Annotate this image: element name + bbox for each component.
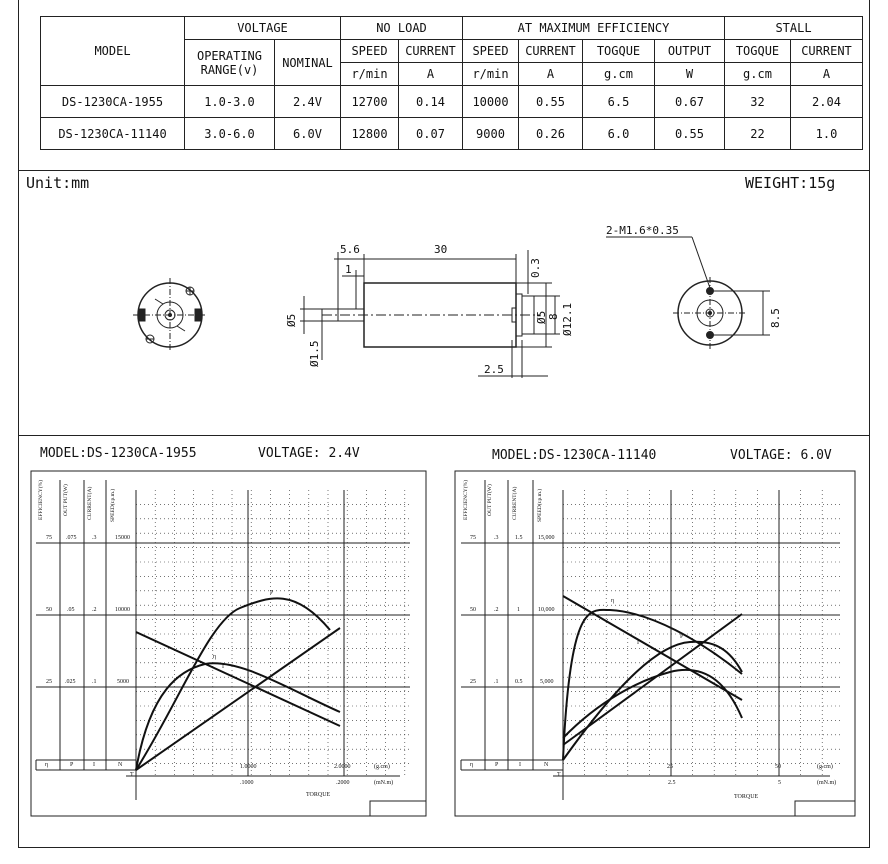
unit-gcm: g.cm [725,63,791,86]
table-cell: 0.67 [655,86,725,118]
axis-head: CURRENT(A) [512,486,518,520]
table-cell: 0.55 [655,118,725,150]
chart1-frame [31,471,426,816]
unit-a: A [791,63,863,86]
axis-head: CURRENT(A) [87,486,93,520]
x-axis-label: TORQUE [306,792,331,798]
tick-label: 75 [470,535,476,541]
axis-symbol: P [495,762,499,768]
unit-rpm: r/min [463,63,519,86]
dim-label: 8 [547,313,560,320]
tick-label: .075 [66,535,77,541]
tick-label: 10000 [115,607,130,613]
curve-label: I [637,640,639,646]
table-cell: 12700 [341,86,399,118]
noload-header: NO LOAD [341,17,463,40]
table-cell: 0.26 [519,118,583,150]
chart1-output-curve [136,598,330,770]
chart2-model: MODEL:DS-1230CA-11140 [492,448,657,463]
table-cell: DS-1230CA-11140 [41,118,185,150]
table-cell: 1.0 [791,118,863,150]
dim-label: 2.5 [484,363,504,376]
tick-label: .3 [494,535,499,541]
chart1-curves [136,598,340,770]
dim-label: 30 [434,243,448,256]
tick-label: 25 [667,764,673,770]
tick-label: .3 [92,535,97,541]
axis-head: SPEED(r.p.m.) [110,488,116,522]
axis-head: OUT PUT(W) [487,484,493,516]
table-cell: 0.55 [519,86,583,118]
table-cell: 22 [725,118,791,150]
tick-label: 2.5 [668,780,676,786]
curve-label: η [213,654,217,660]
nl-current-header: CURRENT [399,40,463,63]
weight-label: WEIGHT:15g [745,174,836,192]
chart1-speed-line [136,632,340,726]
table-cell: 0.14 [399,86,463,118]
axis-head: OUT PUT(W) [63,484,69,516]
tick-label: .1 [494,679,499,685]
tick-label: 25 [470,679,476,685]
axis-symbol: P [70,762,74,768]
chart1-current-line [136,628,340,770]
chart1-voltage: VOLTAGE: 2.4V [258,446,360,461]
nl-speed-header: SPEED [341,40,399,63]
model-header: MODEL [41,17,185,86]
tick-label: 75 [46,535,52,541]
chart2-frame [455,471,855,816]
dim-label: Ø5 [285,313,298,327]
unit-rpm: r/min [341,63,399,86]
dim-label: 8.5 [769,308,782,328]
tick-label: 5,000 [540,679,554,685]
axis-symbol: N [544,762,549,768]
table-cell: 32 [725,86,791,118]
unit-a: A [519,63,583,86]
table-cell: 2.04 [791,86,863,118]
dim-label: 5.6 [340,243,360,256]
tick-label: 1.0000 [240,764,257,770]
axis-head: EFFICIENCY(%) [38,479,44,520]
tick-label: 5 [778,780,781,786]
tick-label: .2 [92,607,97,613]
tick-label: 15,000 [538,535,555,541]
table-cell: 1.0-3.0 [185,86,275,118]
table-cell: 12800 [341,118,399,150]
table-cell: 0.07 [399,118,463,150]
axis-symbol: I [93,762,95,768]
tick-label: .05 [67,607,75,613]
curve-label: η [611,598,615,604]
tick-label: (mN.m) [374,780,394,786]
tick-label: (mN.m) [817,780,837,786]
screw-label: 2-M1.6*0.35 [606,224,679,237]
tick-label: .2000 [336,780,350,786]
table-cell: 6.5 [583,86,655,118]
tick-label: 50 [470,607,476,613]
dim-label: 0.3 [529,258,542,278]
operating-range-header: OPERATING RANGE(v) [185,40,275,86]
me-output-header: OUTPUT [655,40,725,63]
axis-symbol: I [519,762,521,768]
unit-label: Unit:mm [26,174,90,192]
chart1-model: MODEL:DS-1230CA-1955 [40,446,197,461]
table-cell: 9000 [463,118,519,150]
tick-label: 10,000 [538,607,555,613]
chart2-output-curve [563,642,742,760]
tick-label: (g.cm) [374,764,390,770]
x-axis-label: TORQUE [734,794,759,800]
table-cell: 2.4V [275,86,341,118]
dim-label: Ø12.1 [561,302,574,336]
chart2-voltage: VOLTAGE: 6.0V [730,448,832,463]
curve-label: P [680,634,684,640]
axis-symbol: η [45,762,49,768]
tick-label: 15000 [115,535,130,541]
chart2-curves [563,596,742,760]
dim-label: 1 [345,263,352,276]
me-torque-header: TOGQUE [583,40,655,63]
tick-label: .2 [494,607,499,613]
chart2-speed-line [563,596,742,700]
unit-a: A [399,63,463,86]
curve-label: P [270,590,274,596]
stall-header: STALL [725,17,863,40]
tick-label: (g.cm) [817,764,833,770]
tick-label: .1000 [240,780,254,786]
curve-label: I [222,664,224,670]
maxeff-header: AT MAXIMUM EFFICIENCY [463,17,725,40]
table-cell: 10000 [463,86,519,118]
unit-w: W [655,63,725,86]
table-cell: 3.0-6.0 [185,118,275,150]
axis-head: EFFICIENCY(%) [463,479,469,520]
axis-symbol: η [470,762,474,768]
axis-symbol: T [130,772,134,778]
voltage-header: VOLTAGE [185,17,341,40]
st-current-header: CURRENT [791,40,863,63]
tick-label: 25 [46,679,52,685]
dim-label: Ø5 [535,310,548,324]
tick-label: 1.5 [515,535,523,541]
tick-label: 0.5 [515,679,523,685]
table-cell: 6.0 [583,118,655,150]
axis-symbol: N [118,762,123,768]
me-speed-header: SPEED [463,40,519,63]
tick-label: 50 [46,607,52,613]
tick-label: 2.0000 [334,764,351,770]
table-cell: DS-1230CA-1955 [41,86,185,118]
axis-head: SPEED(r.p.m.) [537,488,543,522]
tick-label: .1 [92,679,97,685]
tick-label: 50 [775,764,781,770]
tick-label: 5000 [117,679,129,685]
nominal-header: NOMINAL [275,40,341,86]
axis-symbol: T [557,772,561,778]
tick-label: .025 [65,679,76,685]
st-torque-header: TOGQUE [725,40,791,63]
unit-gcm: g.cm [583,63,655,86]
dim-label: Ø1.5 [308,340,321,367]
me-current-header: CURRENT [519,40,583,63]
tick-label: 1 [517,607,520,613]
table-cell: 6.0V [275,118,341,150]
